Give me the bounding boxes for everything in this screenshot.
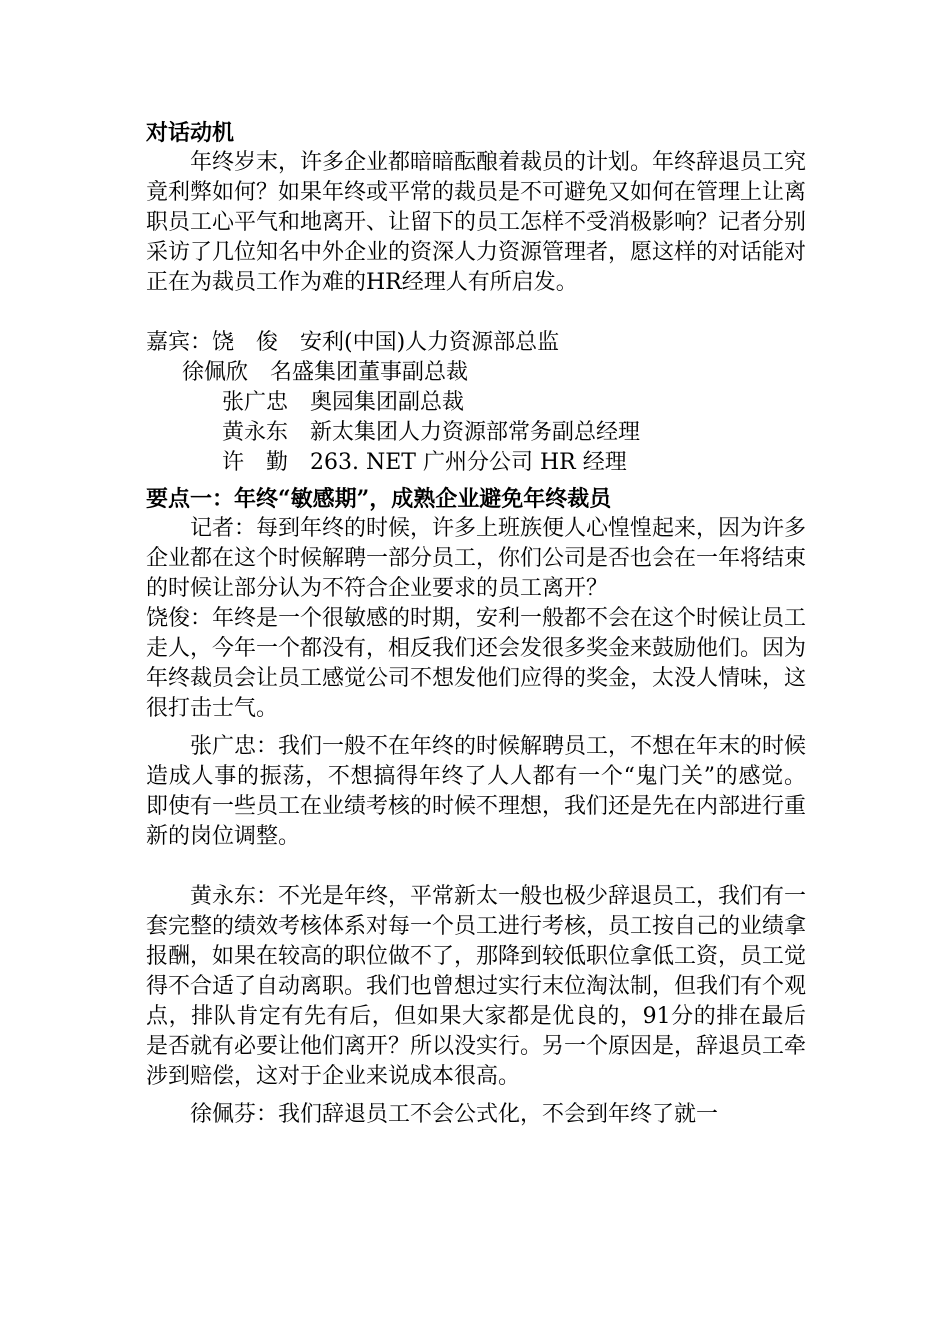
rao-answer: 饶俊：年终是一个很敏感的时期，安利一般都不会在这个时候让员工走人，今年一个都没有，相反我们还会发很多奖金来鼓励他们。因为年终裁员会让员工感觉公司不想发他们应得的奖金，太没人情味，这很打击士气。 <box>146 606 807 721</box>
guest-2: 徐佩欣 名盛集团董事副总裁 <box>182 360 469 385</box>
zhang-answer: 张广忠：我们一般不在年终的时候解聘员工，不想在年末的时候造成人事的振荡，不想搞得年终了人人都有一个“鬼门关”的感觉。即使有一些员工在业绩考核的时候不理想，我们还是先在内部进行重新的岗位调整。 <box>146 734 807 849</box>
guests-label: 嘉宾： <box>146 330 213 355</box>
spacer <box>146 1092 806 1100</box>
point-1-heading: 要点一：年终“敏感期”，成熟企业避免年终裁员 <box>146 486 612 512</box>
spacer <box>146 298 806 328</box>
reporter-question: 记者：每到年终的时候，许多上班族便人心惶惶起来，因为许多企业都在这个时候解聘一部分员工，你们公司是否也会在一年将结束的时候让部分认为不符合企业要求的员工离开？ <box>146 516 807 601</box>
huang-answer: 黄永东：不光是年终，平常新太一般也极少辞退员工，我们有一套完整的绩效考核体系对每一个员工进行考核，员工按自己的业绩拿报酬，如果在较高的职位做不了，那降到较低职位拿低工资，员工觉得不合适了自动离职。我们也曾想过实行末位淘汰制，但我们有个观点，排队肯定有先有后，但如果大家都是优良的，91分的排在最后是否就有必要让他们离开？所以没实行。另一个原因是，辞退员工牵涉到赔偿，这对于企业来说成本很高。 <box>146 884 807 1089</box>
guest-4: 黄永东 新太集团人力资源部常务副总经理 <box>222 420 641 445</box>
spacer <box>146 724 806 732</box>
guest-line-1 <box>146 328 806 358</box>
guest-3: 张广忠 奥园集团副总裁 <box>222 390 465 415</box>
guest-5: 许 勤 263. NET 广州分公司 HR 经理 <box>222 450 627 475</box>
spacer <box>146 852 806 882</box>
guest-1: 饶 俊 安利(中国)人力资源部总监 <box>212 330 560 355</box>
section-title: 对话动机 <box>146 120 235 146</box>
xu-answer: 徐佩芬：我们辞退员工不会公式化，不会到年终了就一 <box>190 1102 719 1127</box>
document-body <box>146 118 806 1130</box>
intro-paragraph: 年终岁末，许多企业都暗暗酝酿着裁员的计划。年终辞退员工究竟利弊如何？如果年终或平常的裁员是不可避免又如何在管理上让离职员工心平气和地离开、让留下的员工怎样不受消极影响？记者分别采访了几位知名中外企业的资深人力资源管理者，愿这样的对话能对正在为裁员工作为难的HR经理人有所启发。 <box>146 150 807 295</box>
